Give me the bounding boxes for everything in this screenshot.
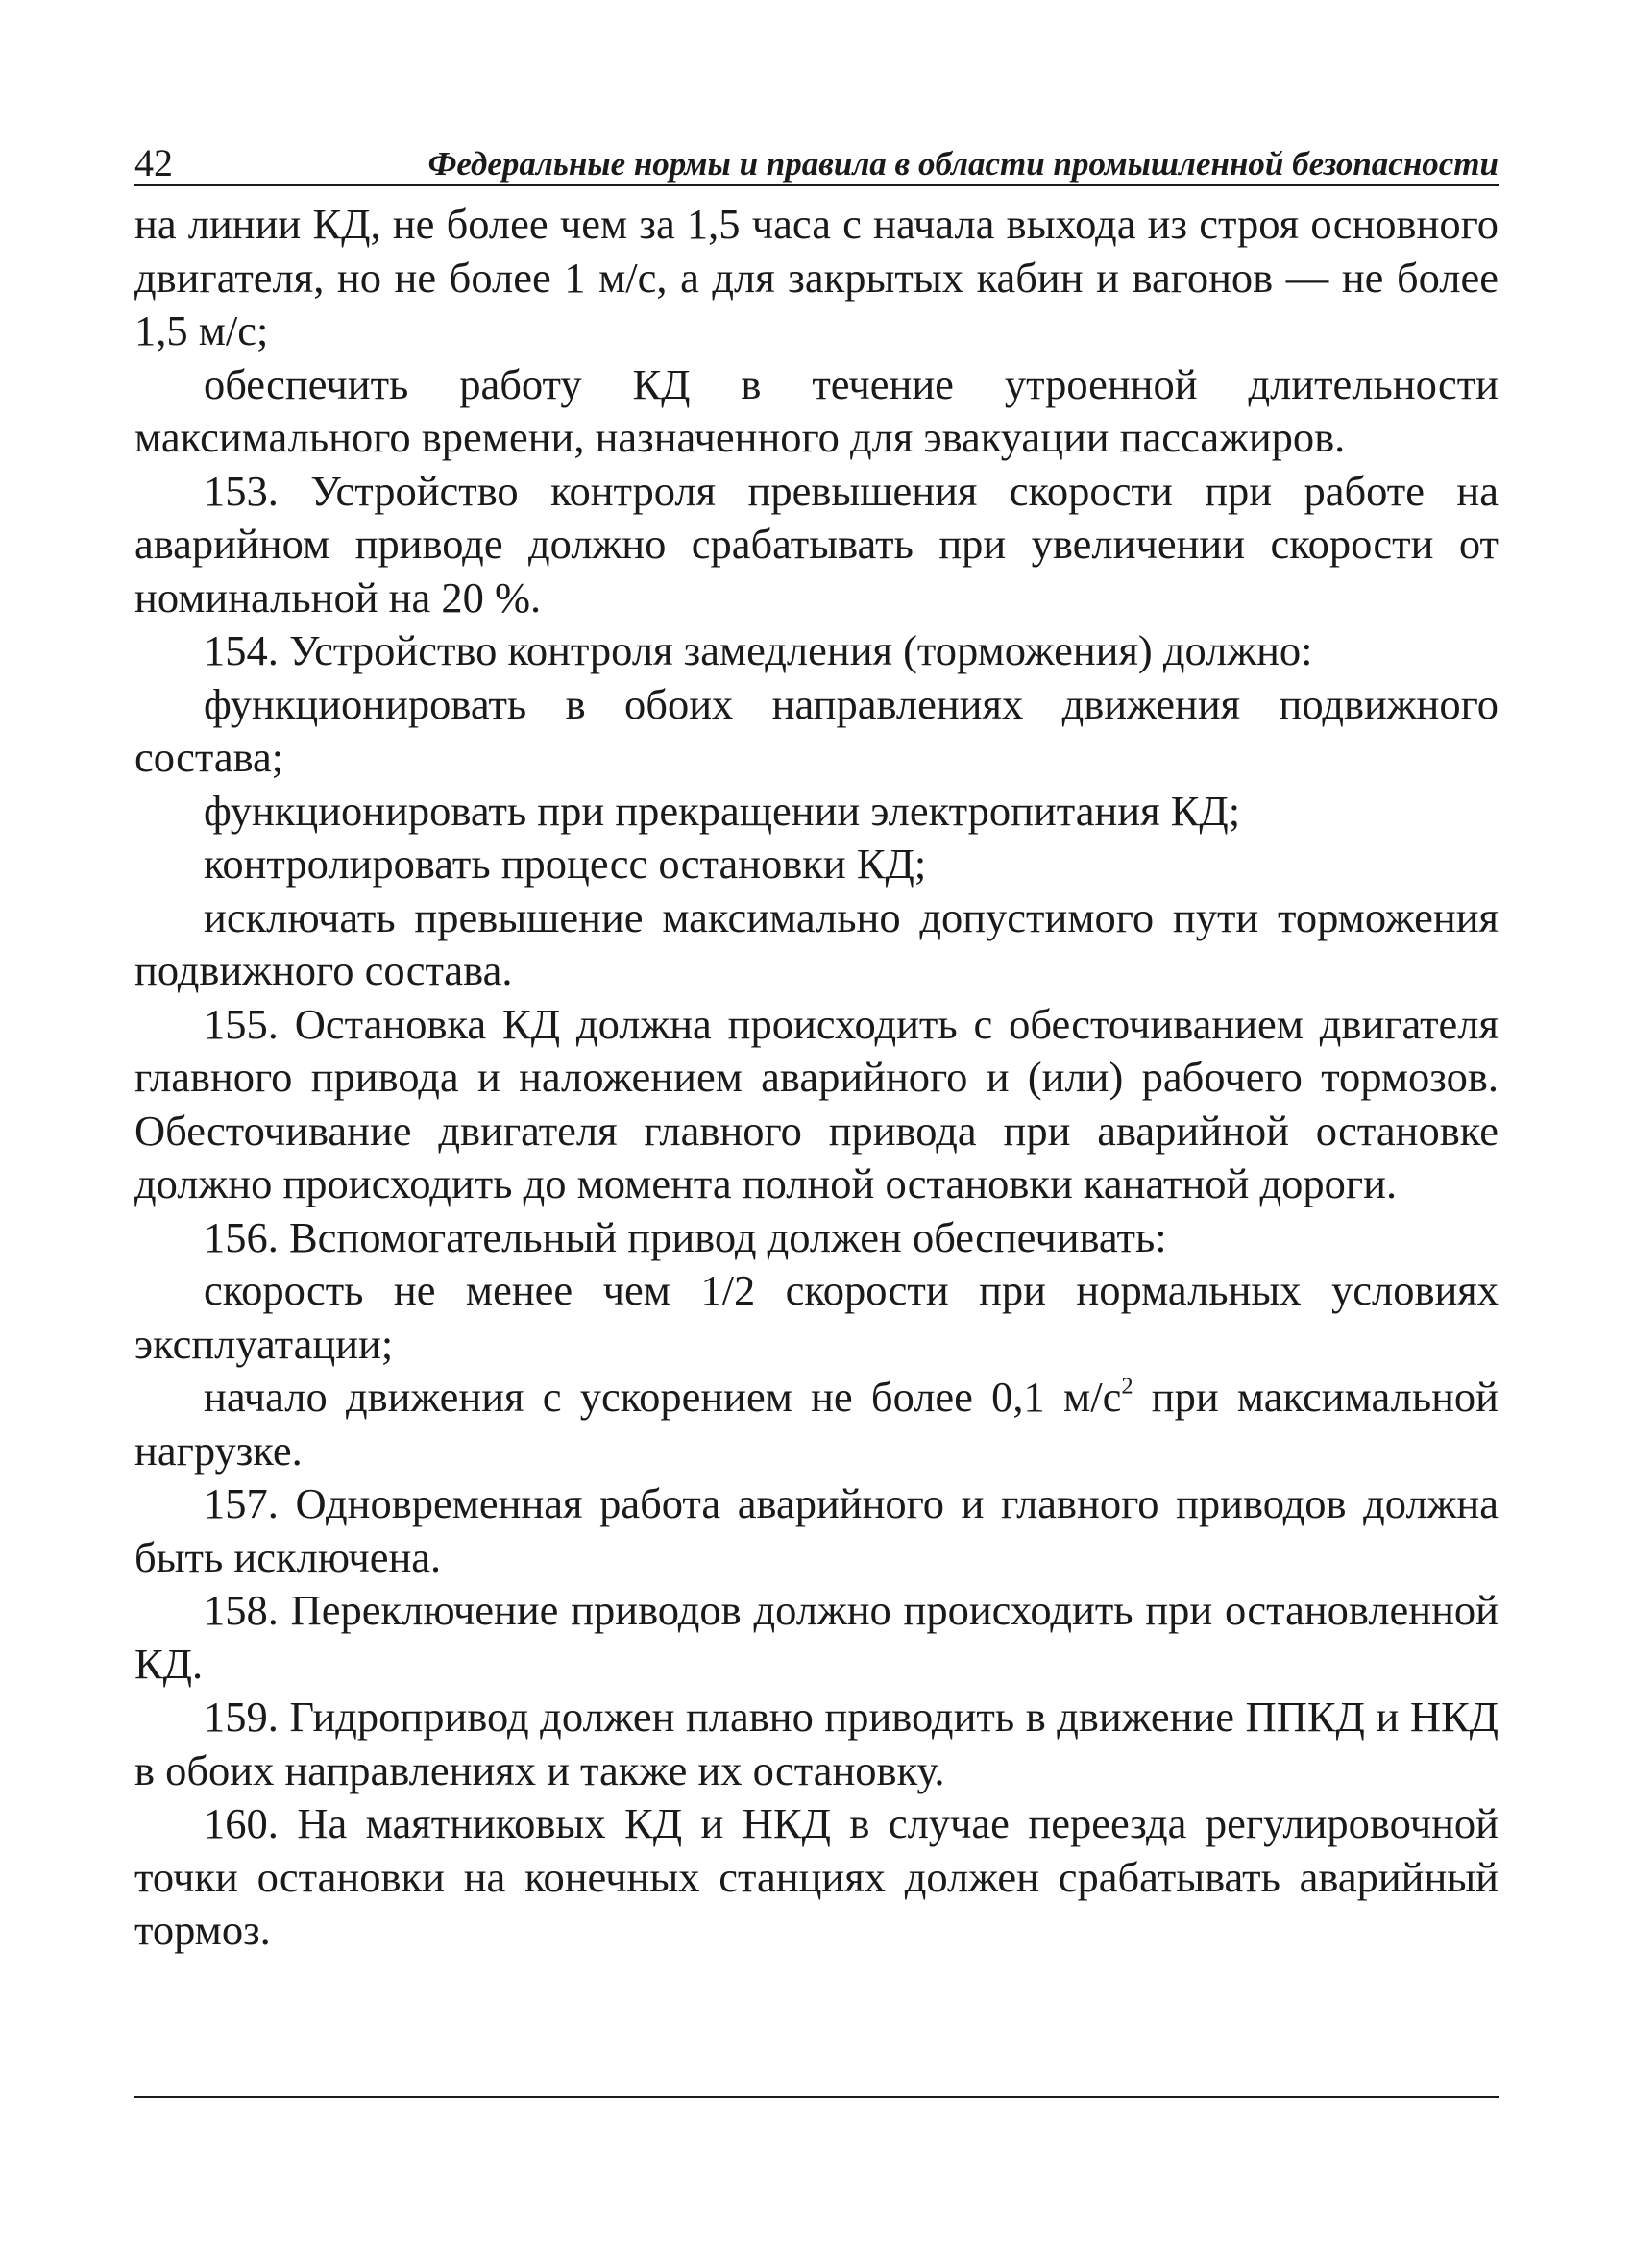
paragraph-item-157: 157. Одновременная работа аварийного и главного приводов должна быть исключена. [134,1479,1499,1581]
paragraph-item-155: 155. Остановка КД должна происходить с обесточиванием двигателя главного привода и наложением аварийного и (или) рабочего тормозов. Обесточивание двигателя главного привода при аварийной остановке должно происходить до момента полной остановки канатной дороги. [134,999,1499,1207]
paragraph: скорость не менее чем 1/2 скорости при нормальных условиях эксплуатации; [134,1266,1499,1368]
running-header [134,125,1499,186]
paragraph-item-159: 159. Гидропривод должен плавно приводить в движение ППКД и НКД в обоих направлениях и также их остановку. [134,1693,1499,1794]
paragraph-item-156: 156. Вспомогательный привод должен обеспечивать: [204,1212,1167,1261]
paragraph-continuation: на линии КД, не более чем за 1,5 часа с начала выхода из строя основного двигателя, но не более 1 м/с, а для закрытых кабин и вагонов — не более 1,5 м/с; [134,200,1499,354]
paragraph: функционировать в обоих направлениях движения подвижного состава; [134,679,1499,781]
paragraph: исключать превышение максимально допустимого пути торможения подвижного состава. [134,892,1499,994]
paragraph-text: при максимальной нагрузке. [134,1373,1499,1475]
paragraph-item-160: 160. На маятниковых КД и НКД в случае переезда регулировочной точки остановки на конечных станциях должен срабатывать аварийный тормоз. [134,1799,1499,1954]
paragraph-item-154: 154. Устройство контроля замедления (торможения) должно: [204,626,1313,674]
superscript: 2 [1121,1373,1133,1400]
paragraph: контролировать процесс остановки КД; [204,840,927,888]
paragraph: функционировать при прекращении электропитания КД; [204,786,1241,835]
paragraph-item-153: 153. Устройство контроля превышения скорости при работе на аварийном приводе должно срабатывать при увеличении скорости от номинальной на 20 %. [134,466,1499,622]
running-header-title: Федеральные нормы и правила в области промышленной безопасности [427,145,1499,183]
page-number: 42 [134,141,173,184]
paragraph-with-superscript [134,1371,1499,1477]
bottom-rule [134,2096,1499,2098]
paragraph-item-158: 158. Переключение приводов должно происходить при остановленной КД. [134,1586,1499,1688]
document-page [134,125,1499,1958]
paragraph-text: начало движения с ускорением не более 0,1 м/с [204,1373,1122,1421]
paragraph: обеспечить работу КД в течение утроенной длительности максимального времени, назначенного для эвакуации пассажиров. [134,359,1499,461]
body-text [134,198,1499,1958]
